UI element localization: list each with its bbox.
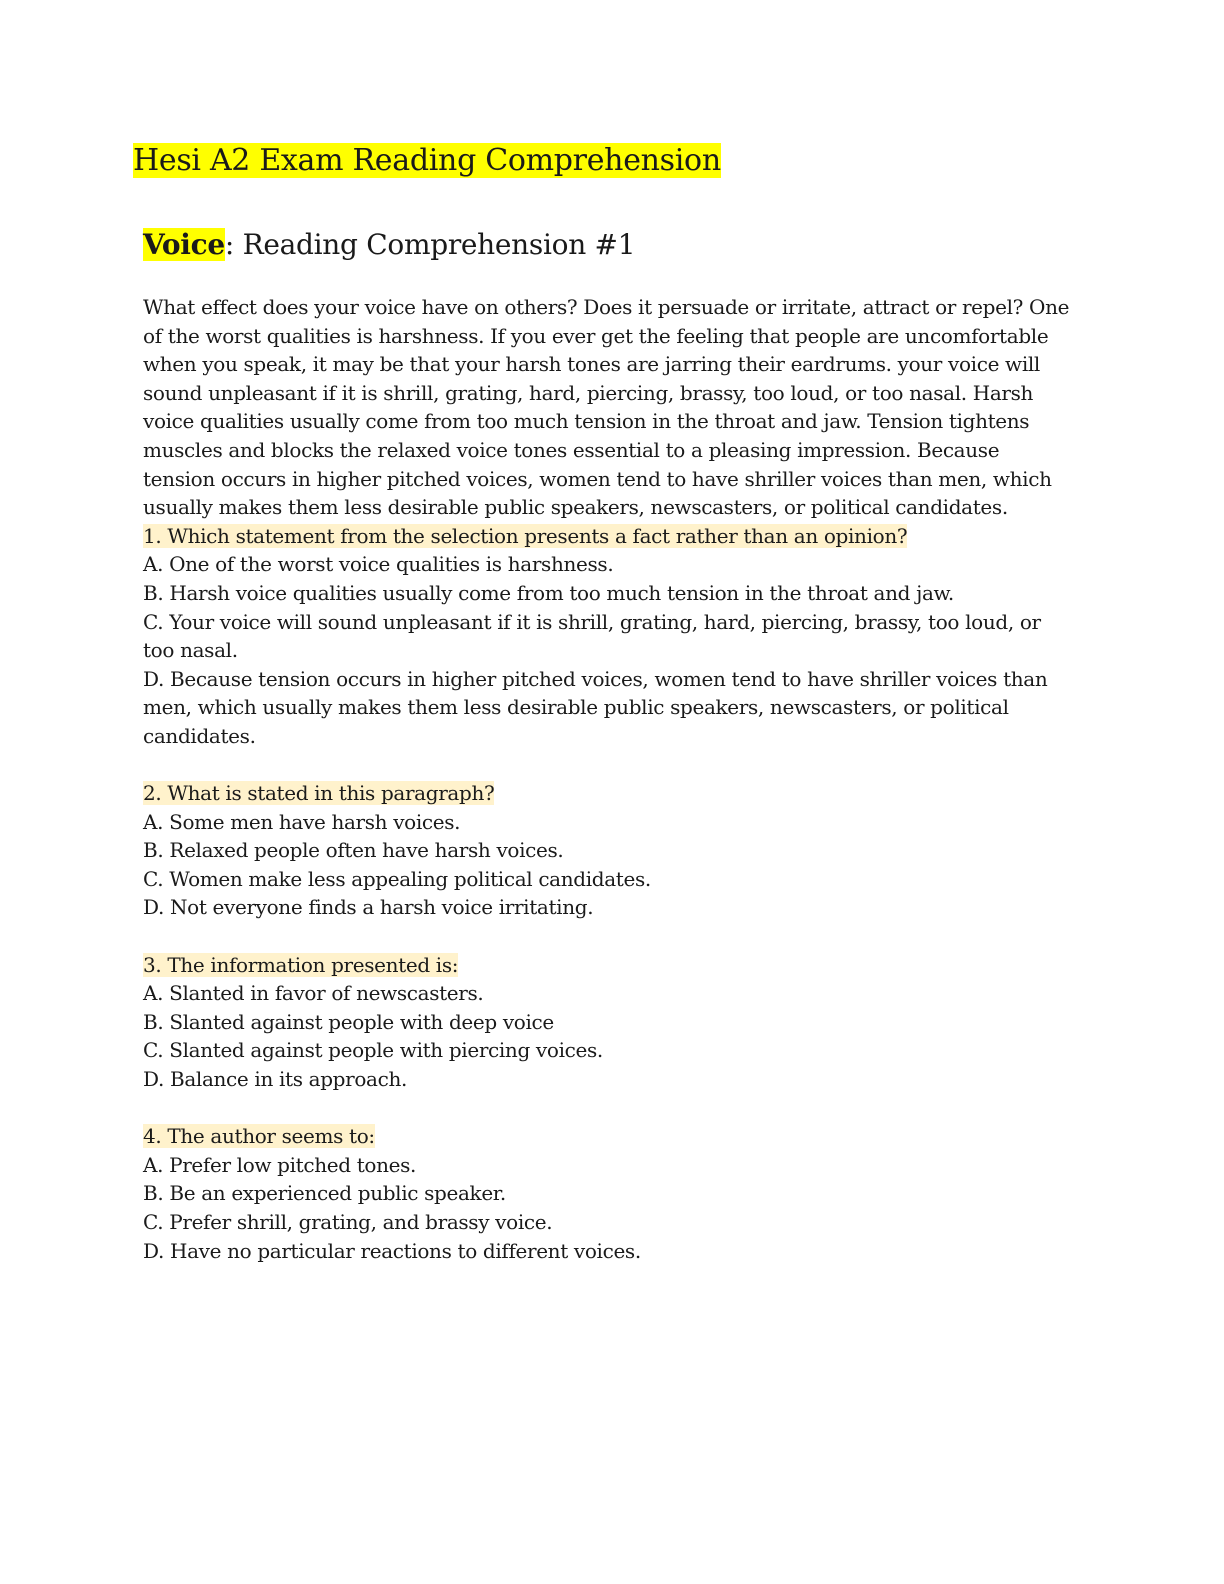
question-text: 3. The information presented is:	[143, 952, 459, 977]
answer-option-b: B. Harsh voice qualities usually come from too much tension in the throat and jaw.	[143, 580, 954, 605]
answer-option-a: A. Some men have harsh voices.	[143, 809, 461, 834]
answer-option-c: C. Women make less appealing political candidates.	[143, 866, 651, 891]
answer-option-d: D. Have no particular reactions to different voices.	[143, 1238, 641, 1263]
section-subtitle: Reading Comprehension #1	[233, 228, 636, 261]
answer-option-a: A. Slanted in favor of newscasters.	[143, 981, 484, 1006]
question-text: 1. Which statement from the selection presents a fact rather than an opinion?	[143, 523, 908, 548]
question-2	[143, 779, 1073, 922]
answer-option-d: D. Balance in its approach.	[143, 1067, 407, 1092]
question-3	[143, 951, 1073, 1094]
answer-option-d: D. Because tension occurs in higher pitched voices, women tend to have shriller voices than men, which usually makes them less desirable public speakers, newscasters, or political candidates.	[143, 666, 1048, 748]
question-4	[143, 1122, 1073, 1265]
answer-option-a: A. Prefer low pitched tones.	[143, 1152, 417, 1177]
answer-option-b: B. Be an experienced public speaker.	[143, 1181, 506, 1206]
reading-passage: What effect does your voice have on others? Does it persuade or irritate, attract or repel? One of the worst qualities is harshness. If you ever get the feeling that people are uncomfortable when you speak, it may be that your harsh tones are jarring their eardrums. your voice will sound unpleasant if it is shrill, grating, hard, piercing, brassy, too loud, or too nasal. Harsh voice qualities usually come from too much tension in the throat and jaw. Tension tightens muscles and blocks the relaxed voice tones essential to a pleasing impression. Because tension occurs in higher pitched voices, women tend to have shriller voices than men, which usually makes them less desirable public speakers, newscasters, or political candidates.	[143, 295, 1070, 520]
document-body	[143, 293, 1073, 1294]
question-1	[143, 522, 1073, 751]
section-heading	[143, 224, 635, 266]
answer-option-c: C. Slanted against people with piercing voices.	[143, 1038, 603, 1063]
answer-option-a: A. One of the worst voice qualities is harshness.	[143, 552, 614, 577]
document-title-text: Hesi A2 Exam Reading Comprehension	[133, 143, 721, 178]
answer-option-b: B. Relaxed people often have harsh voices.	[143, 838, 564, 863]
section-topic: Voice	[143, 228, 225, 261]
question-text: 2. What is stated in this paragraph?	[143, 781, 495, 806]
answer-option-b: B. Slanted against people with deep voice	[143, 1009, 554, 1034]
answer-option-c: C. Prefer shrill, grating, and brassy voice.	[143, 1210, 553, 1234]
answer-option-c: C. Your voice will sound unpleasant if it is shrill, grating, hard, piercing, brassy, too loud, or too nasal.	[143, 609, 1041, 663]
section-separator: :	[224, 228, 234, 261]
question-text: 4. The author seems to:	[143, 1124, 375, 1149]
document-title	[133, 140, 721, 182]
answer-option-d: D. Not everyone finds a harsh voice irritating.	[143, 895, 594, 920]
